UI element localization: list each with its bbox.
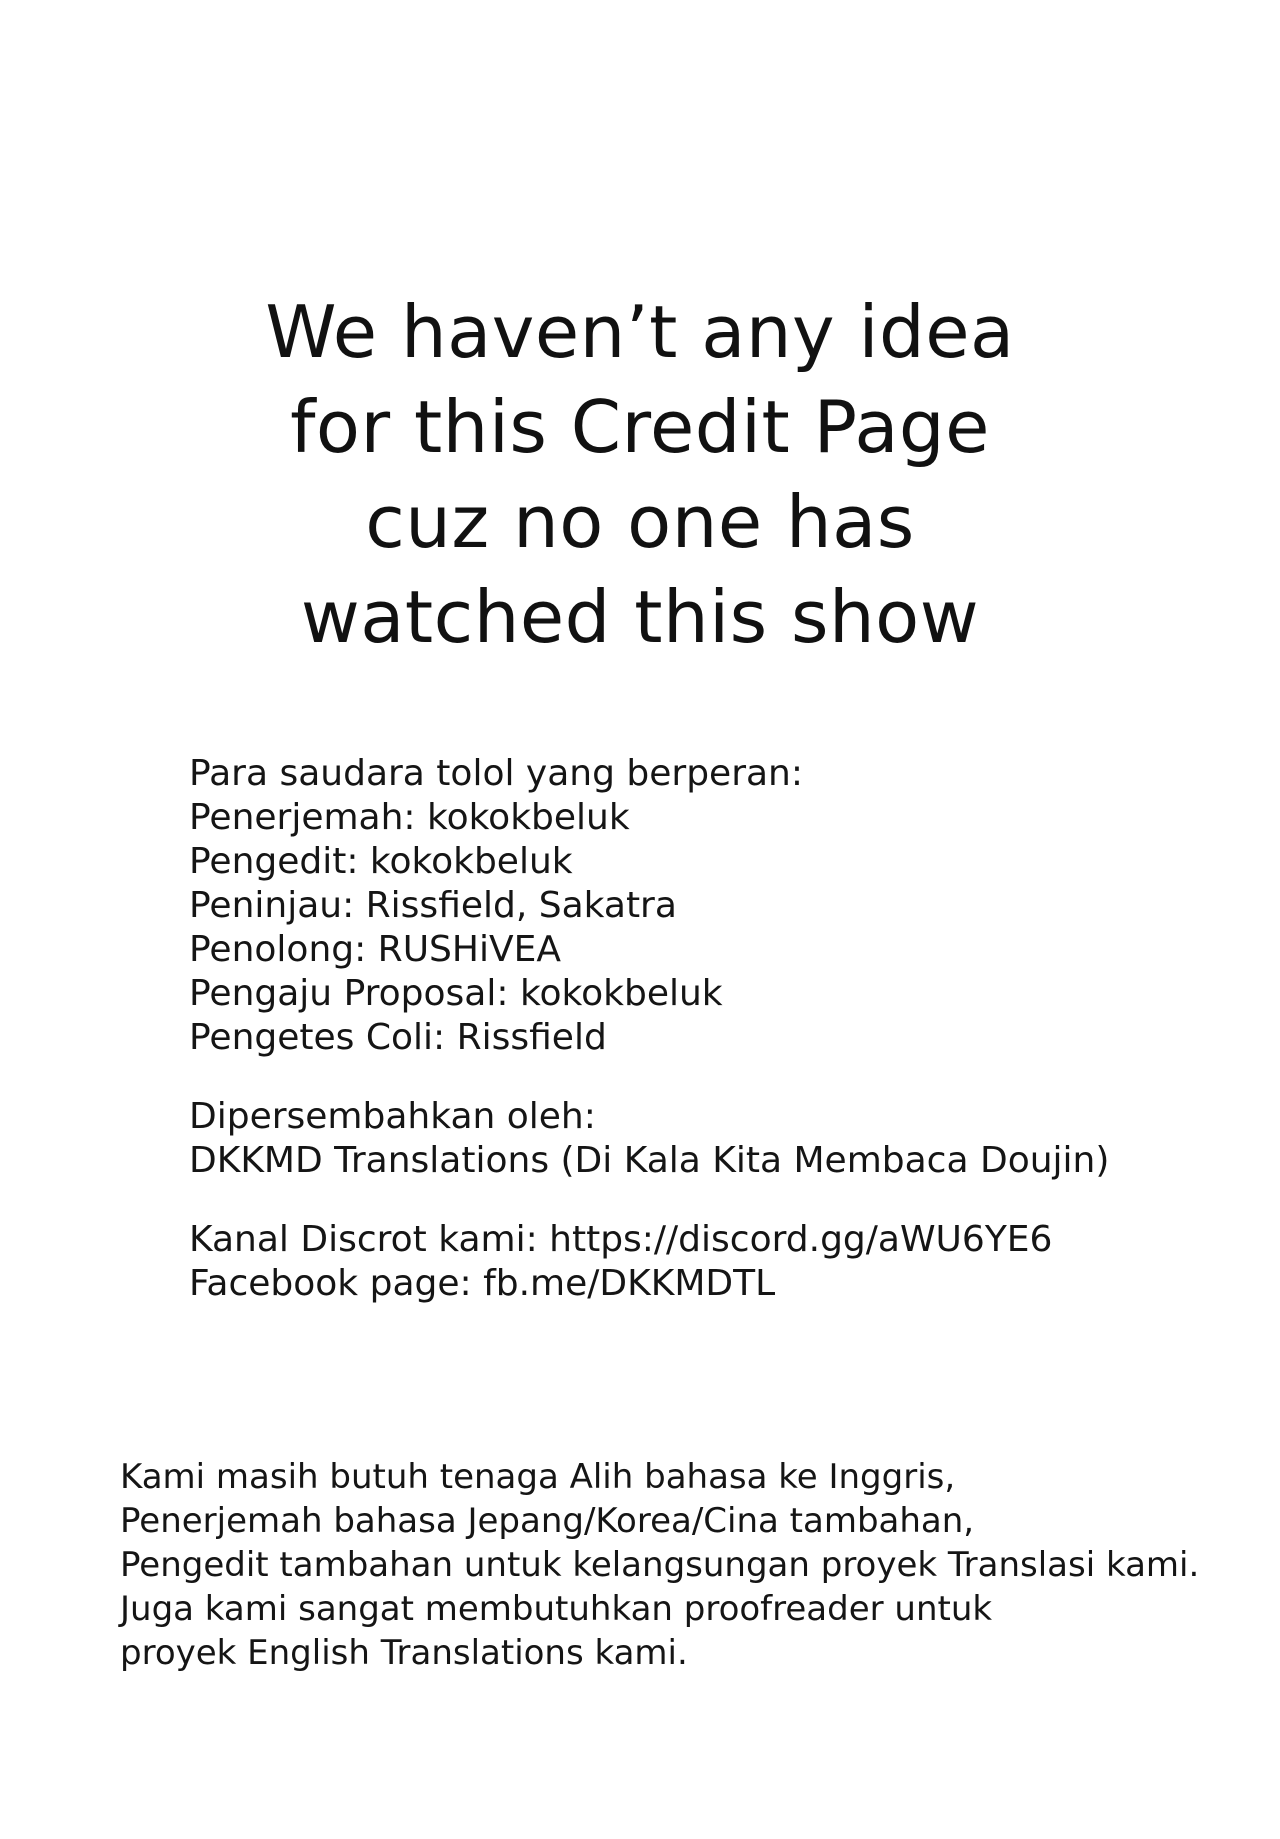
presented-by-group: DKKMD Translations (Di Kala Kita Membaca Doujin) [189, 1140, 1110, 1181]
facebook-link: Facebook page: fb.me/DKKMDTL [189, 1263, 776, 1304]
staff-role-tester: Pengetes Coli: Rissfield [189, 1017, 607, 1058]
headline-line: cuz no one has [365, 480, 915, 564]
staff-role-reviewer: Peninjau: Rissfield, Sakatra [189, 885, 677, 926]
recruit-line: proyek English Translations kami. [120, 1633, 688, 1673]
staff-list [189, 752, 1189, 1060]
headline-line: for this Credit Page [290, 385, 990, 469]
headline-line: watched this show [300, 575, 980, 659]
staff-intro: Para saudara tolol yang berperan: [189, 753, 804, 794]
presented-by [189, 1095, 1189, 1183]
staff-role-proposer: Pengaju Proposal: kokokbeluk [189, 973, 723, 1014]
recruit-line: Kami masih butuh tenaga Alih bahasa ke Inggris, [120, 1457, 956, 1497]
discord-link: Kanal Discrot kami: https://discord.gg/aWU6YE6 [189, 1219, 1053, 1260]
recruitment-notice [120, 1455, 1220, 1675]
recruit-line: Penerjemah bahasa Jepang/Korea/Cina tambahan, [120, 1501, 975, 1541]
contact-links [189, 1218, 1189, 1306]
staff-role-translator: Penerjemah: kokokbeluk [189, 797, 630, 838]
staff-role-editor: Pengedit: kokokbeluk [189, 841, 573, 882]
staff-role-helper: Penolong: RUSHiVEA [189, 929, 561, 970]
presented-by-label: Dipersembahkan oleh: [189, 1096, 596, 1137]
recruit-line: Juga kami sangat membutuhkan proofreader untuk [120, 1589, 993, 1629]
recruit-line: Pengedit tambahan untuk kelangsungan proyek Translasi kami. [120, 1545, 1200, 1585]
headline-line: We haven’t any idea [265, 290, 1015, 374]
headline [150, 285, 1130, 665]
credits-section [189, 752, 1189, 1306]
